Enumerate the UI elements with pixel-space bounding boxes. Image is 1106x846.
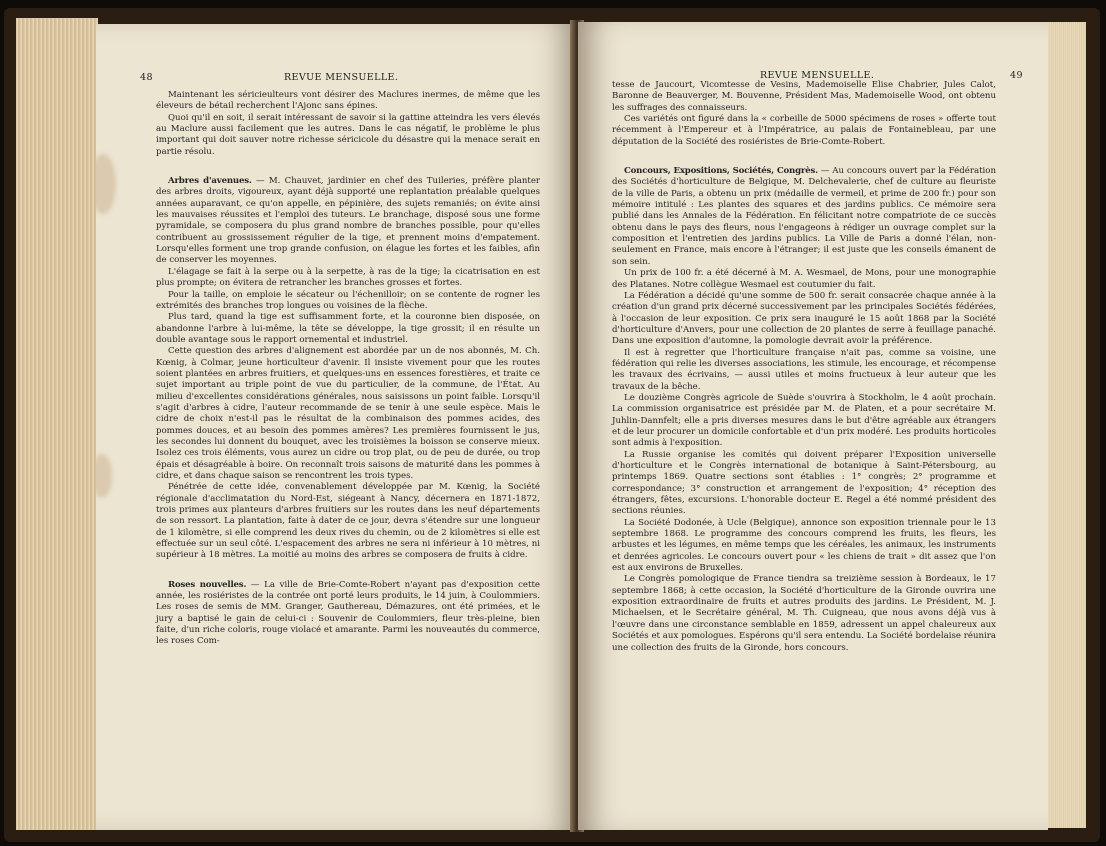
paragraph: Maintenant les séricieulteurs vont désirer des Maclures inermes, de même que les éleveurs de bétail recherchent l'Ajonc sans épines. (156, 90, 540, 112)
section-paragraph (612, 166, 996, 268)
paragraph: La Société Dodonée, à Ucle (Belgique), annonce son exposition triennale pour le 13 septembre 1868. Le programme des concours comprend les fruits, les fleurs, les arbustes et les légumes, en même temps que les céréales, les animaux, les instruments et denrées agricoles. Le concours ouvert pour « les chiens de trait » dit assez que l'on est aux environs de Bruxelles. (612, 517, 996, 574)
paragraph: tesse de Jaucourt, Vicomtesse de Vesins, Mademoiselle Elise Chabrier, Jules Calot, Baronne de Beauverger, M. Bouvenne, Président Mas, Mademoiselle Wood, ont obtenu les suffrages des connaisseurs. (612, 80, 996, 113)
right-page (578, 22, 1048, 830)
foxing-stain (96, 454, 112, 498)
running-head: REVUE MENSUELLE. (760, 70, 875, 81)
paragraph: Le douzième Congrès agricole de Suède s'ouvrira à Stockholm, le 4 août prochain. La commission organisatrice est présidée par M. de Platen, et a pour secrétaire M. Juhlin-Dannfelt; elle a pris diverses mesures dans le but d'être agréable aux étrangers et de leur procurer un domicile confortable et d'un prix modéré. Les produits horticoles sont admis à l'exposition. (612, 392, 996, 449)
paragraph: Le Congrès pomologique de France tiendra sa treizième session à Bordeaux, le 17 septembre 1868; à cette occasion, la Société d'horticulture de la Gironde ouvrira une exposition extraordinaire de fruits et autres produits des jardins. Le Président, M. J. Michaelsen, et le Secrétaire général, M. Th. Cuigneau, que nous avons déjà vus à l'œuvre dans une circonstance semblable en 1859, adressent un appel chaleureux aux Sociétés et aux pomologues. Espérons qu'il sera entendu. La Société bordelaise réunira une collection des fruits de la Gironde, hors concours. (612, 574, 996, 653)
section-title: Arbres d'avenues. (168, 176, 252, 187)
paragraph: Pénétrée de cette idée, convenablement développée par M. Kœnig, la Société régionale d'acclimatation du Nord-Est, siégeant à Nancy, décernera en 1871-1872, trois primes aux planteurs d'arbres fruitiers sur les routes dans les neuf départements de son ressort. La plantation, faite à dater de ce jour, devra s'étendre sur une longueur de 1 kilomètre, si elle comprend les deux rives du chemin, ou de 2 kilomètres si elle est effectuée sur un seul côté. L'espacement des arbres ne sera ni inférieur à 10 mètres, ni supérieur à 18 mètres. La moitié au moins des arbres se composera de fruits à cidre. (156, 482, 540, 561)
paragraph: Quoi qu'il en soit, il serait intéressant de savoir si la gattine atteindra les vers élevés au Maclure aussi facilement que les autres. Dans le cas négatif, le problème le plus important qui doit sauver notre richesse séricicole du désastre qui la menace serait en partie résolu. (156, 112, 540, 157)
paragraph: Il est à regretter que l'horticulture française n'ait pas, comme sa voisine, une fédération qui relie les diverses associations, les stimule, les encourage, et récompense les travaux des écrivains, — aussi utiles et moins fructueux à leur auteur que les travaux de la bêche. (612, 347, 996, 392)
right-text-column (612, 80, 996, 654)
paragraph: La Fédération a décidé qu'une somme de 500 fr. serait consacrée chaque année à la création d'un grand prix décerné successivement par les principales Sociétés fédérées, à l'occasion de leur exposition. Ce prix sera inauguré le 15 août 1868 par la Société d'horticulture d'Anvers, pour une collection de 20 plantes de serre à feuillage panaché. Dans une exposition d'automne, la pomologie devrait avoir la préférence. (612, 290, 996, 347)
paragraph: Pour la taille, on emploie le sécateur ou l'échenilloir; on se contente de rogner les extrémités des branches trop longues ou voisines de la flèche. (156, 289, 540, 311)
paragraph: Cette question des arbres d'alignement est abordée par un de nos abonnés, M. Ch. Kœnig, à Colmar, jeune horticulteur d'avenir. Il insiste vivement pour que les routes soient plantées en arbres fruitiers, et quelques-uns en essences forestières, et traite ce sujet important au triple point de vue du particulier, de la commune, de l'État. Au milieu d'excellentes considérations générales, nous saisissons un point faible. Lorsqu'il s'agit d'arbres à cidre, l'auteur recommande de se tenir à une seule espèce. Mais le cidre de choix n'est-il pas le résultat de la combinaison des pommes acides, des pommes douces, et au besoin des pommes amères? Les premières fournissent le jus, les secondes lui donnent du bouquet, avec les troisièmes la boisson se conserve mieux. Isolez ces trois éléments, vous aurez un cidre ou trop plat, ou de peu de durée, ou trop épais et désagréable à boire. On reconnaît trois saisons de maturité dans les pommes à cidre, et dans chaque saison se rencontrent les trois types. (156, 346, 540, 481)
paragraph: La Russie organise les comités qui doivent préparer l'Exposition universelle d'horticulture et le Congrès international de botanique à Saint-Pétersbourg, au printemps 1869. Quatre sections sont établies : 1° congrès; 2° programme et correspondance; 3° construction et arrangement de l'exposition; 4° réception des étrangers, fêtes, excursions. L'honorable docteur E. Regel a été nommé président des sections réunies. (612, 449, 996, 517)
paragraph: L'élagage se fait à la serpe ou à la serpette, à ras de la tige; la cicatrisation en est plus prompte; on évitera de retrancher les branches grosses et fortes. (156, 266, 540, 289)
left-page-edges (16, 18, 98, 830)
paragraph-text: — M. Chauvet, jardinier en chef des Tuileries, préfère planter des arbres droits, vigoureux, ayant déjà supporté une replantation préalable quelques années auparavant, ce qu'on appelle, en pépinière, des sujets remaniés; on évite ainsi les mauvaises réussites et l'emploi des tuteurs. Le branchage, disposé sous une forme pyramidale, se composera du plus grand nombre de branches possible, pour qu'elles contribuent au grossissement régulier de la tige, et prennent moins d'empatement. Lorsqu'elles forment une trop grande confusion, on élague les fortes et les faibles, afin de conserver les moyennes. (156, 176, 541, 266)
section-paragraph (156, 580, 540, 648)
paragraph: Un prix de 100 fr. a été décerné à M. A. Wesmael, de Mons, pour une monographie des Platanes. Notre collègue Wesmael est coutumier du fait. (612, 268, 996, 290)
paragraph: Ces variétés ont figuré dans la « corbeille de 5000 spécimens de roses » offerte tout récemment à l'Empereur et à l'Impératrice, au palais de Fontainebleau, par une députation de la Société des rosiéristes de Brie-Comte-Robert. (612, 114, 996, 147)
left-page (96, 24, 576, 830)
left-text-column (156, 90, 540, 648)
running-head: REVUE MENSUELLE. (284, 72, 399, 83)
page-number: 48 (140, 72, 153, 83)
paragraph-text: — Au concours ouvert par la Fédération des Sociétés d'horticulture de Belgique, M. Delchevalerie, chef de culture au fleuriste de la ville de Paris, a obtenu un prix (médaille de vermeil, et prime de 200 fr.) pour son mémoire intitulé : Les plantes des squares et des jardins publics. Ce mémoire sera publié dans les Annales de la Fédération. En félicitant notre compatriote de ce succès obtenu dans le pays des fleurs, nous l'engageons à rédiger un ouvrage complet sur la composition et l'entretien des jardins publics. La Ville de Paris a donné l'élan, non-seulement en France, mais encore à l'étranger; il est juste que les conseils émanent de son sein. (612, 166, 996, 267)
section-paragraph (156, 176, 540, 267)
section-title: Roses nouvelles. (168, 579, 247, 590)
right-page-edges (1046, 22, 1086, 828)
page-number: 49 (1010, 70, 1023, 81)
paragraph-text: — La ville de Brie-Comte-Robert n'ayant pas d'exposition cette année, les rosiéristes de la contrée ont porté leurs produits, le 14 juin, à Coulommiers. Les roses de semis de MM. Granger, Gauthereau, Démazures, ont été primées, et le jury a baptisé le gain de celui-ci : Souvenir de Coulommiers, fleur très-pleine, bien faite, d'un riche coloris, rouge violacé et amarante. Parmi les nouveautés du commerce, les roses Com- (156, 579, 541, 647)
paragraph: Plus tard, quand la tige est suffisamment forte, et la couronne bien disposée, on abandonne l'arbre à lui-même, la tête se développe, la tige grossit; il en résulte un double avantage sous le rapport ornemental et industriel. (156, 312, 540, 345)
section-title: Concours, Expositions, Sociétés, Congrès. (624, 166, 818, 177)
foxing-stain (96, 154, 116, 214)
